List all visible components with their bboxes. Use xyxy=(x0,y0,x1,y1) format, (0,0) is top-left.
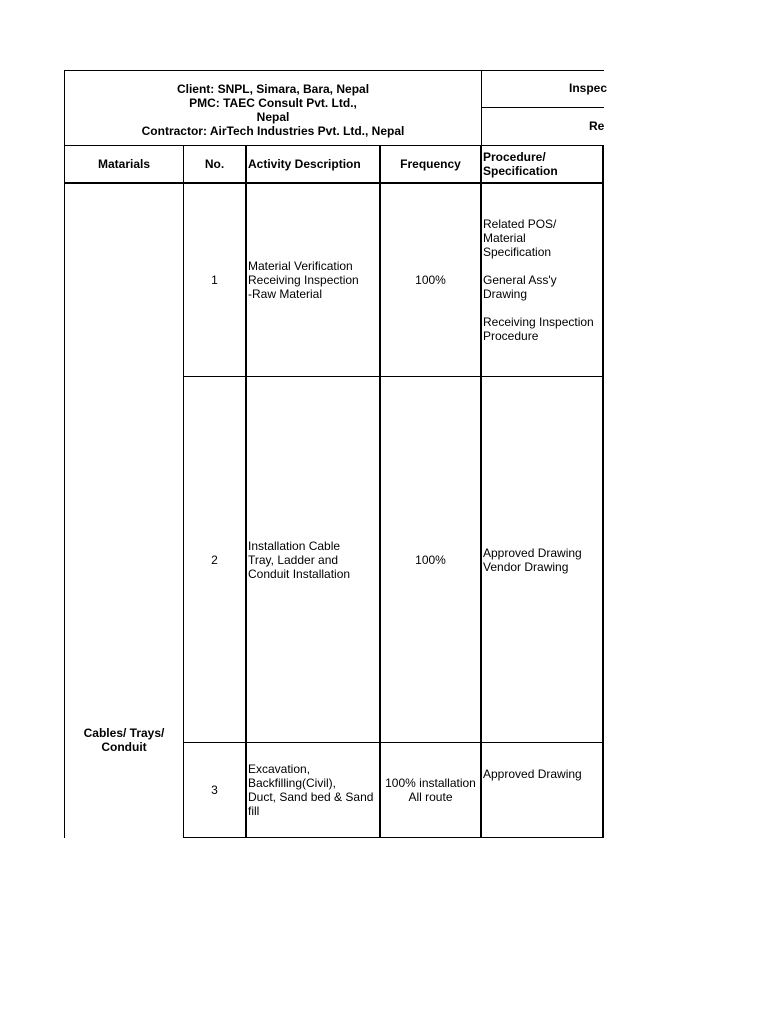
row1-no: 1 xyxy=(211,273,218,287)
header-parties xyxy=(65,71,481,145)
col-no-right-border xyxy=(245,145,247,838)
col-header-no: No. xyxy=(204,157,225,171)
pmc-line: PMC: TAEC Consult Pvt. Ltd., xyxy=(189,96,357,110)
header-right-divider xyxy=(481,107,604,108)
client-line: Client: SNPL, Simara, Bara, Nepal xyxy=(176,82,370,96)
materials-group-label: Cables/ Trays/ Conduit xyxy=(83,726,165,754)
col-header-procedure: Procedure/ Specification xyxy=(483,150,558,178)
row1-activity: Material Verification Receiving Inspection -Raw Material xyxy=(248,259,359,301)
row2-frequency: 100% xyxy=(415,552,446,567)
col-header-activity: Activity Description xyxy=(248,157,361,171)
header-vertical-divider xyxy=(481,70,482,146)
contractor-line: Contractor: AirTech Industries Pvt. Ltd., Nepal xyxy=(141,124,405,138)
row3-frequency: 100% installation All route xyxy=(385,776,476,804)
row3-activity: Excavation, Backfilling(Civil), Duct, Sand bed & Sand fill xyxy=(248,762,374,818)
row2-no: 2 xyxy=(211,552,218,567)
row1-frequency: 100% xyxy=(415,273,446,287)
header-right-bottom: Re xyxy=(589,119,605,133)
col-procedure-right-border xyxy=(602,145,604,838)
header-right-top: Inspec xyxy=(569,81,608,95)
col-header-frequency: Frequency xyxy=(400,157,461,171)
row2-procedure: Approved Drawing Vendor Drawing xyxy=(483,545,582,574)
row1-procedure: Related POS/ Material Specification General Ass'y Drawing Receiving Inspection Procedure xyxy=(483,217,594,343)
col-header-materials: Matarials xyxy=(97,157,151,171)
row3-procedure: Approved Drawing xyxy=(483,767,582,781)
row3-no: 3 xyxy=(211,783,218,797)
col-frequency-right-border xyxy=(480,145,482,838)
pmc-line-2: Nepal xyxy=(256,110,290,124)
row2-activity: Installation Cable Tray, Ladder and Conduit Installation xyxy=(248,538,351,581)
